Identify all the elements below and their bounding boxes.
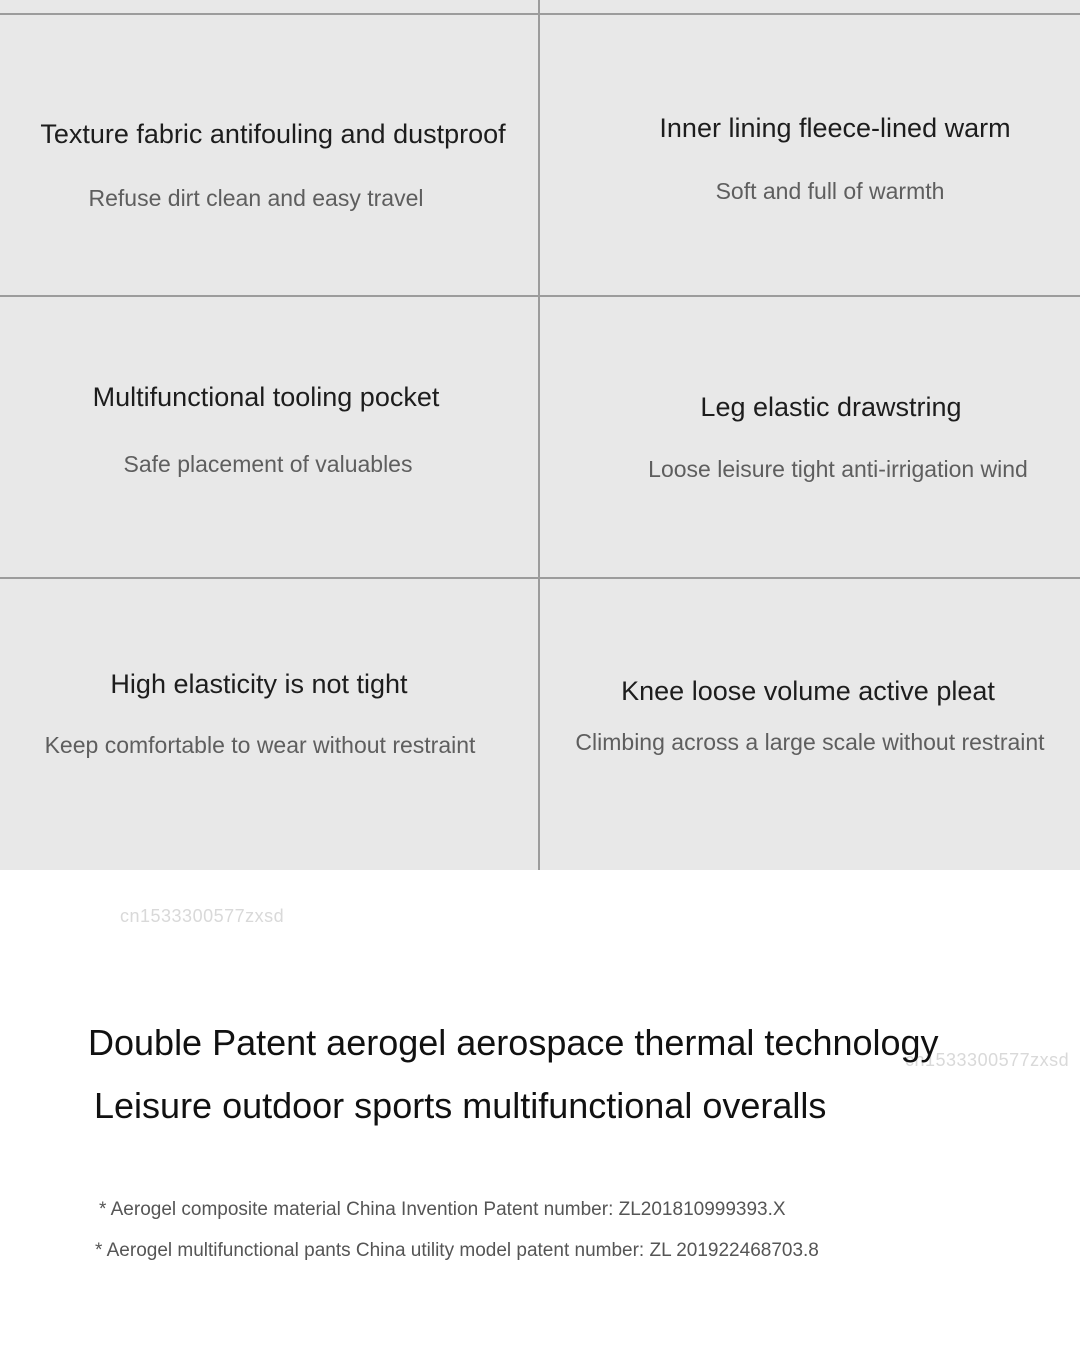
feature-cell-pocket	[0, 297, 538, 577]
headline-line-2: Leisure outdoor sports multifunctional overalls	[94, 1085, 827, 1126]
headline-line-1: Double Patent aerogel aerospace thermal technology	[88, 1022, 939, 1063]
watermark-text: cn1533300577zxsd	[905, 1050, 1070, 1070]
feature-subtitle: Soft and full of warmth	[715, 178, 945, 204]
feature-title: Leg elastic drawstring	[700, 392, 962, 422]
watermark-text: cn1533300577zxsd	[120, 906, 285, 926]
feature-cell-fleece	[540, 15, 1078, 295]
feature-cell-antifouling	[0, 15, 538, 295]
feature-subtitle: Safe placement of valuables	[123, 451, 413, 477]
feature-subtitle: Keep comfortable to wear without restraint	[44, 732, 476, 758]
feature-cell-drawstring	[540, 297, 1078, 577]
feature-subtitle: Loose leisure tight anti-irrigation wind	[648, 456, 1028, 482]
feature-subtitle: Climbing across a large scale without restraint	[575, 729, 1045, 755]
feature-title: Knee loose volume active pleat	[621, 676, 995, 706]
feature-title: High elasticity is not tight	[110, 669, 408, 699]
patent-note: * Aerogel composite material China Invention Patent number: ZL201810999393.X	[99, 1199, 786, 1220]
patent-note: * Aerogel multifunctional pants China utility model patent number: ZL 201922468703.8	[95, 1240, 819, 1261]
feature-cell-knee-pleat	[540, 579, 1078, 859]
feature-title: Multifunctional tooling pocket	[92, 382, 440, 412]
feature-subtitle: Refuse dirt clean and easy travel	[88, 185, 424, 211]
feature-title: Inner lining fleece-lined warm	[659, 113, 1011, 143]
feature-title: Texture fabric antifouling and dustproof	[40, 119, 506, 149]
feature-cell-elasticity	[0, 579, 538, 859]
